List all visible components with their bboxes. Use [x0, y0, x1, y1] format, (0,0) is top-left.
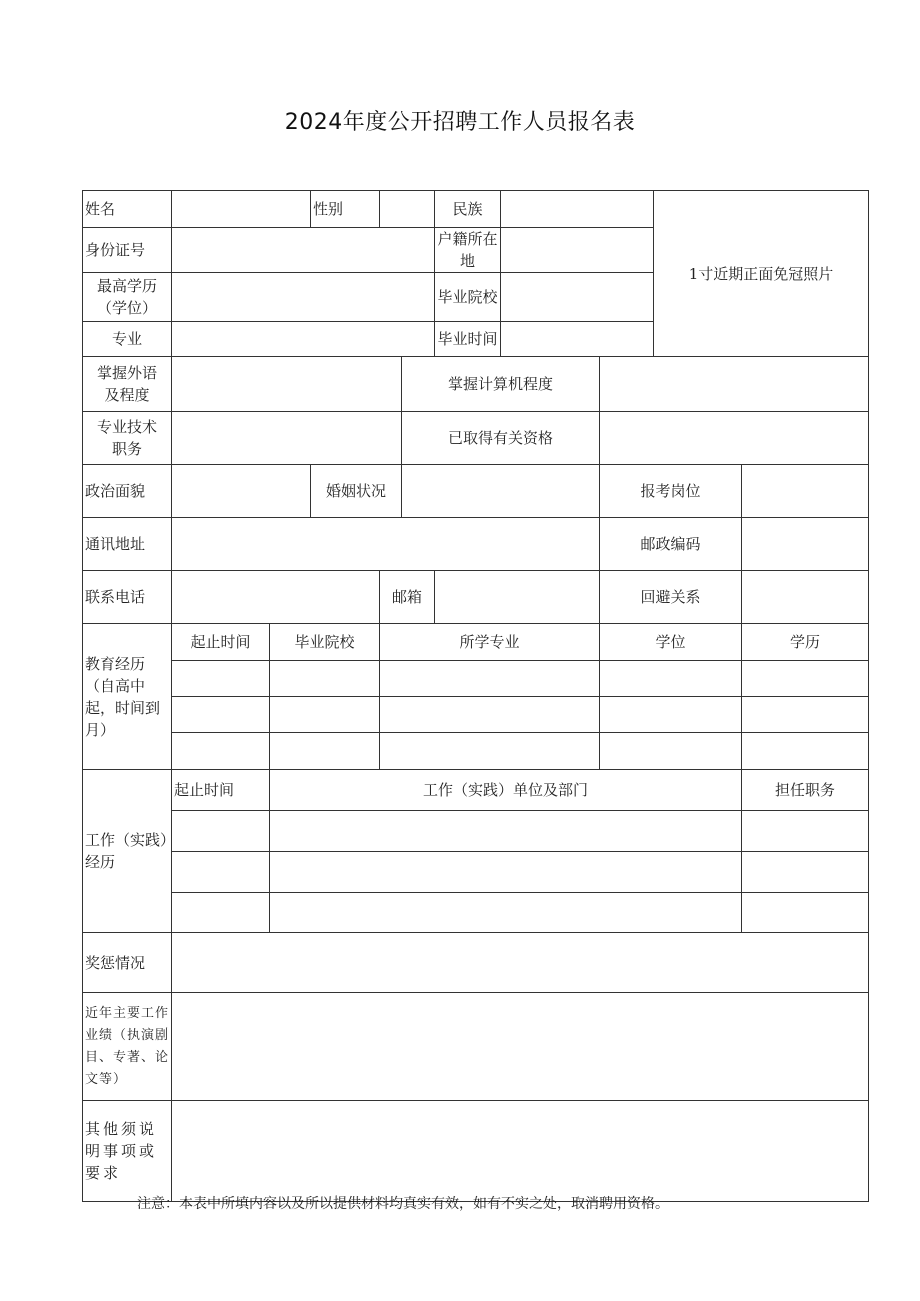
gender-label: 性别 — [311, 191, 380, 228]
rewards-input[interactable] — [172, 933, 869, 993]
edu-col-level: 学历 — [742, 624, 869, 661]
edu-col-school: 毕业院校 — [270, 624, 380, 661]
marital-label: 婚姻状况 — [311, 465, 402, 518]
work-unit-input[interactable] — [270, 811, 742, 852]
address-label: 通讯地址 — [83, 518, 172, 571]
work-history-label: 工作（实践）经历 — [83, 770, 172, 933]
work-period-input[interactable] — [172, 852, 270, 893]
major-label: 专业 — [83, 322, 172, 357]
page-title: 2024年度公开招聘工作人员报名表 — [284, 110, 636, 135]
id-number-input[interactable] — [172, 228, 435, 273]
edu-period-input[interactable] — [172, 697, 270, 733]
edu-col-period: 起止时间 — [172, 624, 270, 661]
phone-input[interactable] — [172, 571, 380, 624]
work-period-input[interactable] — [172, 893, 270, 933]
work-unit-input[interactable] — [270, 852, 742, 893]
postcode-label: 邮政编码 — [600, 518, 742, 571]
work-col-period: 起止时间 — [172, 770, 270, 811]
ethnicity-input[interactable] — [501, 191, 654, 228]
language-label: 掌握外语及程度 — [83, 357, 172, 412]
achievements-input[interactable] — [172, 993, 869, 1101]
work-col-duty: 担任职务 — [742, 770, 869, 811]
registration-form-table — [82, 190, 869, 1202]
work-duty-input[interactable] — [742, 893, 869, 933]
edu-school-input[interactable] — [270, 697, 380, 733]
edu-major-input[interactable] — [380, 697, 600, 733]
graduate-school-input[interactable] — [501, 273, 654, 322]
household-input[interactable] — [501, 228, 654, 273]
id-number-label: 身份证号 — [83, 228, 172, 273]
work-period-input[interactable] — [172, 811, 270, 852]
work-unit-input[interactable] — [270, 893, 742, 933]
address-input[interactable] — [172, 518, 600, 571]
qualification-label: 已取得有关资格 — [402, 412, 600, 465]
edu-school-input[interactable] — [270, 733, 380, 770]
qualification-input[interactable] — [600, 412, 869, 465]
title-rank-label: 专业技术职务 — [83, 412, 172, 465]
name-label: 姓名 — [83, 191, 172, 228]
edu-level-input[interactable] — [742, 733, 869, 770]
email-label: 邮箱 — [380, 571, 435, 624]
avoidance-label: 回避关系 — [600, 571, 742, 624]
work-duty-input[interactable] — [742, 811, 869, 852]
education-row — [83, 697, 869, 733]
rewards-label: 奖惩情况 — [83, 933, 172, 993]
postcode-input[interactable] — [742, 518, 869, 571]
household-label: 户籍所在地 — [435, 228, 501, 273]
education-history-label: 教育经历（自高中起，时间到月） — [83, 624, 172, 770]
education-level-label-line1: 最高学历 — [96, 277, 157, 295]
edu-degree-input[interactable] — [600, 733, 742, 770]
photo-label: 1寸近期正面免冠照片 — [688, 264, 834, 283]
position-input[interactable] — [742, 465, 869, 518]
edu-period-input[interactable] — [172, 733, 270, 770]
work-row — [83, 852, 869, 893]
work-col-unit: 工作（实践）单位及部门 — [270, 770, 742, 811]
edu-school-input[interactable] — [270, 661, 380, 697]
computer-label: 掌握计算机程度 — [402, 357, 600, 412]
avoidance-input[interactable] — [742, 571, 869, 624]
edu-col-degree: 学位 — [600, 624, 742, 661]
education-level-input[interactable] — [172, 273, 435, 322]
email-input[interactable] — [435, 571, 600, 624]
language-input[interactable] — [172, 357, 402, 412]
title-rank-input[interactable] — [172, 412, 402, 465]
work-row — [83, 893, 869, 933]
education-level-label-line2: （学位） — [96, 299, 157, 317]
graduate-time-input[interactable] — [501, 322, 654, 357]
computer-input[interactable] — [600, 357, 869, 412]
edu-level-input[interactable] — [742, 661, 869, 697]
political-input[interactable] — [172, 465, 311, 518]
education-row — [83, 661, 869, 697]
work-duty-input[interactable] — [742, 852, 869, 893]
edu-major-input[interactable] — [380, 733, 600, 770]
edu-col-major: 所学专业 — [380, 624, 600, 661]
notice-text: 注意：本表中所填内容以及所以提供材料均真实有效，如有不实之处，取消聘用资格。 — [137, 1196, 669, 1212]
edu-degree-input[interactable] — [600, 697, 742, 733]
marital-input[interactable] — [402, 465, 600, 518]
position-label: 报考岗位 — [600, 465, 742, 518]
edu-major-input[interactable] — [380, 661, 600, 697]
edu-level-input[interactable] — [742, 697, 869, 733]
name-input[interactable] — [172, 191, 311, 228]
edu-degree-input[interactable] — [600, 661, 742, 697]
education-row — [83, 733, 869, 770]
photo-box[interactable] — [654, 191, 869, 357]
graduate-school-label: 毕业院校 — [435, 273, 501, 322]
edu-period-input[interactable] — [172, 661, 270, 697]
gender-input[interactable] — [380, 191, 435, 228]
graduate-time-label: 毕业时间 — [435, 322, 501, 357]
education-level-label — [83, 273, 172, 322]
other-label: 其他须说明事项或要求 — [83, 1101, 172, 1202]
political-label: 政治面貌 — [83, 465, 172, 518]
phone-label: 联系电话 — [83, 571, 172, 624]
work-row — [83, 811, 869, 852]
other-input[interactable] — [172, 1101, 869, 1202]
ethnicity-label: 民族 — [435, 191, 501, 228]
achievements-label: 近年主要工作业绩（执演剧目、专著、论文等） — [83, 993, 172, 1101]
major-input[interactable] — [172, 322, 435, 357]
